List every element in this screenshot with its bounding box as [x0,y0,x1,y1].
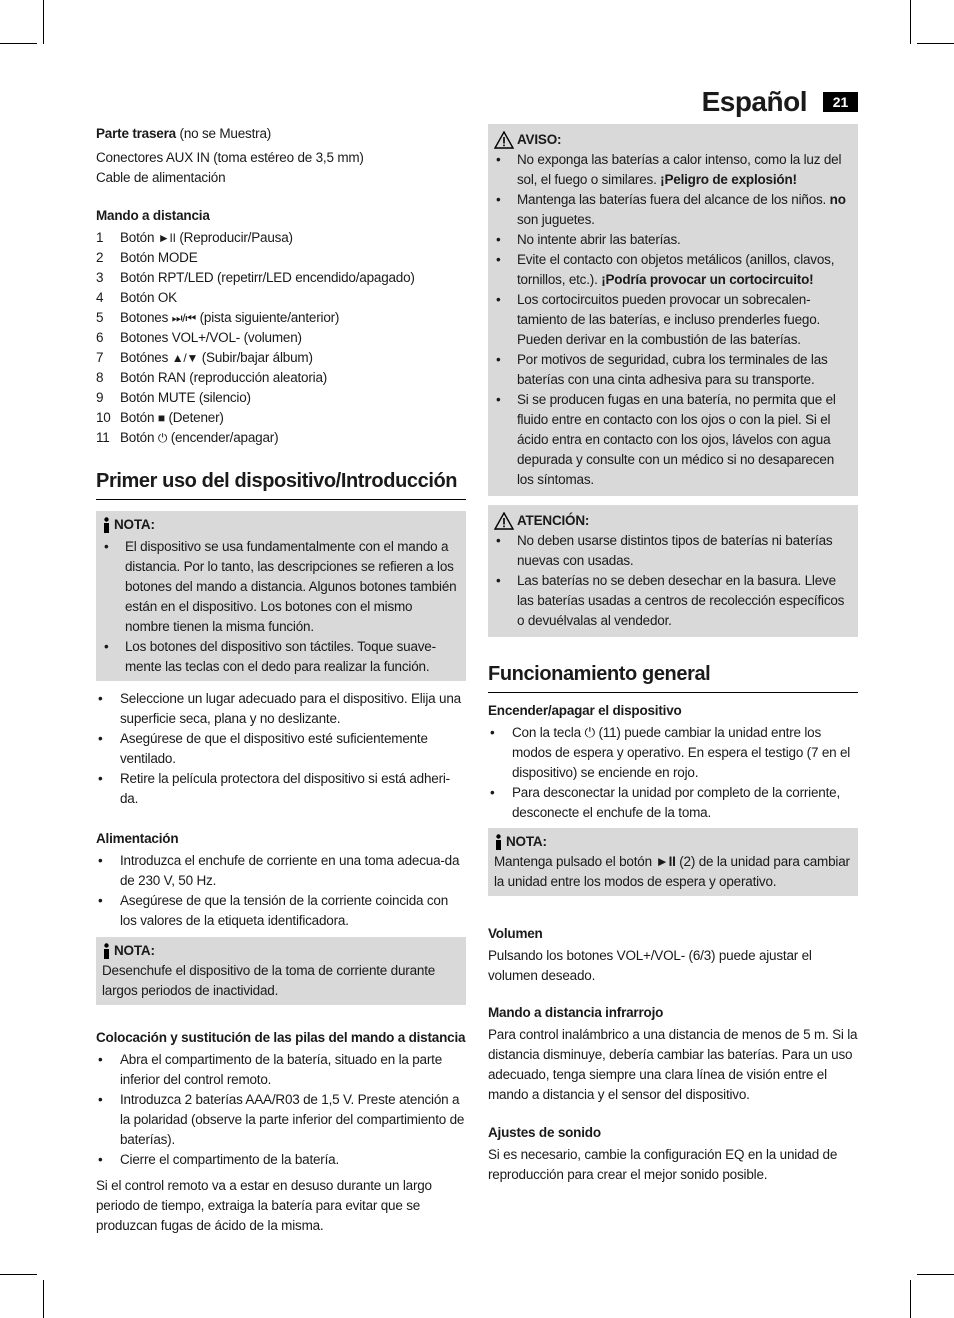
batteries-paragraph: Si el control remoto va a estar en desuso durante un largo periodo de tiempo, extraiga la batería para evitar que se produzcan fugas de ácido de la misma. [96,1178,432,1233]
power-icon: ⏻ [584,725,595,740]
remote-button-item [96,408,466,428]
crop-mark [910,1280,911,1318]
general-heading: Funcionamiento general [488,661,858,693]
item-number: 8 [96,370,104,385]
button-symbol-icon: ▲/▼ [171,351,199,365]
rear-title: Parte trasera [96,126,176,141]
warning-item: • Los cortocircuitos pueden provocar un sobrecalen-tamiento de las baterías, e incluso prenderles fuego. Pueden derivar en la combustión de las baterías. [494,290,852,350]
warning-item: • No intente abrir las baterías. [494,230,852,250]
sound-text: Si es necesario, cambie la configuración EQ en la unidad de reproducción para crear el mejor sonido posible. [488,1147,838,1182]
setup-list [96,689,466,809]
note-list [102,537,460,677]
remote-button-item [96,328,466,348]
crop-mark [910,0,911,44]
remote-button-item [96,308,466,328]
warning-item: • Si se producen fugas en una batería, no permita que el fluido entre en contacto con los ojos o con la piel. Si el ácido entra en contacto con los ojos, lávelos con agua depurada y consulte con un médico si no desaparecen los síntomas. [494,390,852,490]
warning-icon [494,131,514,149]
remote-button-item [96,388,466,408]
warning-item: • Mantenga las baterías fuera del alcance de los niños. no son juguetes. [494,190,852,230]
item-text: Botón MODE [120,250,198,265]
item-number: 9 [96,390,104,405]
item-number: 7 [96,350,104,365]
list-item: • Introduzca 2 baterías AAA/R03 de 1,5 V. Preste atención a la polaridad (observe la parte inferior del compartimiento de baterías). [96,1090,466,1150]
ir-title: Mando a distancia infrarrojo [488,1005,664,1020]
list-item: • Para desconectar la unidad por completo de la corriente, desconecte el enchufe de la toma. [488,783,858,823]
onoff-title: Encender/apagar el dispositivo [488,703,682,718]
right-column [488,124,858,1185]
warning-icon [494,512,514,530]
item-number: 4 [96,290,104,305]
note-title: NOTA: [102,515,460,535]
list-item: • Retire la película protectora del dispositivo si está adheri-da. [96,769,466,809]
left-column [96,124,466,1236]
item-text: Botón OK [120,290,177,305]
note-title: NOTA: [494,832,852,852]
rear-line: Cable de alimentación [96,170,226,185]
remote-button-item [96,288,466,308]
list-item: • Cierre el compartimento de la batería. [96,1150,466,1170]
item-number: 11 [96,430,110,445]
volume-title: Volumen [488,926,543,941]
note-item: • Los botones del dispositivo son táctiles. Toque suave-mente las teclas con el dedo para realizar la función. [102,637,460,677]
item-number: 1 [96,230,104,245]
batteries-list [96,1050,466,1170]
crop-mark [43,1280,44,1318]
warning-list [494,150,852,490]
item-number: 5 [96,310,104,325]
note-box [96,937,466,1005]
button-symbol-icon: ■ [157,411,165,425]
page-language-title: Español [701,86,807,117]
item-text: Botónes ▲/▼ (Subir/bajar álbum) [120,350,313,365]
batteries-title: Colocación y sustitución de las pilas del mando a distancia [96,1030,466,1045]
remote-button-item [96,248,466,268]
item-number: 3 [96,270,104,285]
volume-text: Pulsando los botones VOL+/VOL- (6/3) puede ajustar el volumen deseado. [488,948,812,983]
attention-list [494,531,852,631]
page-number: 21 [823,92,858,112]
info-icon [494,834,503,850]
button-symbol-icon: ⏭/⏮ [171,311,197,325]
sound-title: Ajustes de sonido [488,1125,601,1140]
list-item: • Introduzca el enchufe de corriente en una toma adecua-da de 230 V, 50 Hz. [96,851,466,891]
item-text: Botón ⏻ (encender/apagar) [120,430,279,445]
remote-button-item [96,368,466,388]
crop-mark [0,1274,37,1275]
item-text: Botones ⏭/⏮ (pista siguiente/anterior) [120,310,340,325]
power-title: Alimentación [96,831,179,846]
crop-mark [43,0,44,44]
crop-mark [917,1274,954,1275]
power-list [96,851,466,931]
item-text: Botón RAN (reproducción aleatoria) [120,370,328,385]
remote-button-item [96,228,466,248]
attention-box [488,505,858,637]
ir-text: Para control inalámbrico a una distancia de menos de 5 m. Si la distancia disminuye, debería cambiar las baterías. Para un uso adecuado, tenga siempre una clara línea de visión entre el mando a distancia y el sensor del dispositivo. [488,1027,858,1102]
rear-line: Conectores AUX IN (toma estéreo de 3,5 mm) [96,150,364,165]
remote-button-item [96,268,466,288]
button-symbol-icon: ►II [157,231,176,245]
note-item: • El dispositivo se usa fundamentalmente con el mando a distancia. Por lo tanto, las descripciones se refieren a los botones del mando a distancia. Algunos botones también están en el dispositivo. Los botones con el mismo nombre tienen la misma función. [102,537,460,637]
list-item: • Con la tecla ⏻ (11) puede cambiar la unidad entre los modos de espera y operativo. En espera el testigo (7 en el dispositivo) se enciende en rojo. [488,723,858,783]
list-item: • Abra el compartimento de la batería, situado en la parte inferior del control remoto. [96,1050,466,1090]
onoff-list [488,723,858,823]
note-title: NOTA: [102,941,460,961]
crop-mark [917,43,954,44]
remote-title: Mando a distancia [96,208,210,223]
crop-mark [0,43,37,44]
first-use-heading: Primer uso del dispositivo/Introducción [96,468,466,500]
list-item: • Asegúrese de que la tensión de la corriente coincida con los valores de la etiqueta identificadora. [96,891,466,931]
note-box [96,511,466,681]
warning-item: • No exponga las baterías a calor intenso, como la luz del sol, el fuego o similares. ¡Peligro de explosión! [494,150,852,190]
item-text: Botón ■ (Detener) [120,410,224,425]
warning-title: AVISO: [494,130,852,150]
note-text: Desenchufe el dispositivo de la toma de corriente durante largos periodos de inactividad. [102,963,436,998]
remote-button-list [96,228,466,448]
list-item: • Asegúrese de que el dispositivo esté suficientemente ventilado. [96,729,466,769]
info-icon [102,517,111,533]
item-number: 2 [96,250,104,265]
play-pause-icon: ►II [655,854,676,869]
rear-heading [96,124,466,144]
warning-box [488,124,858,496]
list-item: • No deben usarse distintos tipos de baterías ni baterías nuevas con usadas. [494,531,852,571]
info-icon [102,943,111,959]
list-item: • Las baterías no se deben desechar en la basura. Lleve las baterías usadas a centros de recolección específicos o devuélvalas al vendedor. [494,571,852,631]
item-text: Botón ►II (Reproducir/Pausa) [120,230,293,245]
item-number: 10 [96,410,111,425]
warning-item: • Evite el contacto con objetos metálicos (anillos, clavos, tornillos, etc.). ¡Podría provocar un cortocircuito! [494,250,852,290]
item-text: Botones VOL+/VOL- (volumen) [120,330,302,345]
item-text: Botón MUTE (silencio) [120,390,251,405]
warning-item: • Por motivos de seguridad, cubra los terminales de las baterías con una cinta adhesiva para su transporte. [494,350,852,390]
note-box [488,828,858,896]
rear-note: (no se Muestra) [175,126,272,141]
list-item: • Seleccione un lugar adecuado para el dispositivo. Elija una superficie seca, plana y no deslizante. [96,689,466,729]
note-text: Mantenga pulsado el botón ►II (2) de la unidad para cambiar la unidad entre los modos de espera y operativo. [494,854,850,889]
attention-title: ATENCIÓN: [494,511,852,531]
button-symbol-icon: ⏻ [157,431,168,445]
item-number: 6 [96,330,104,345]
remote-button-item [96,348,466,368]
remote-button-item [96,428,466,448]
item-text: Botón RPT/LED (repetirr/LED encendido/apagado) [120,270,415,285]
